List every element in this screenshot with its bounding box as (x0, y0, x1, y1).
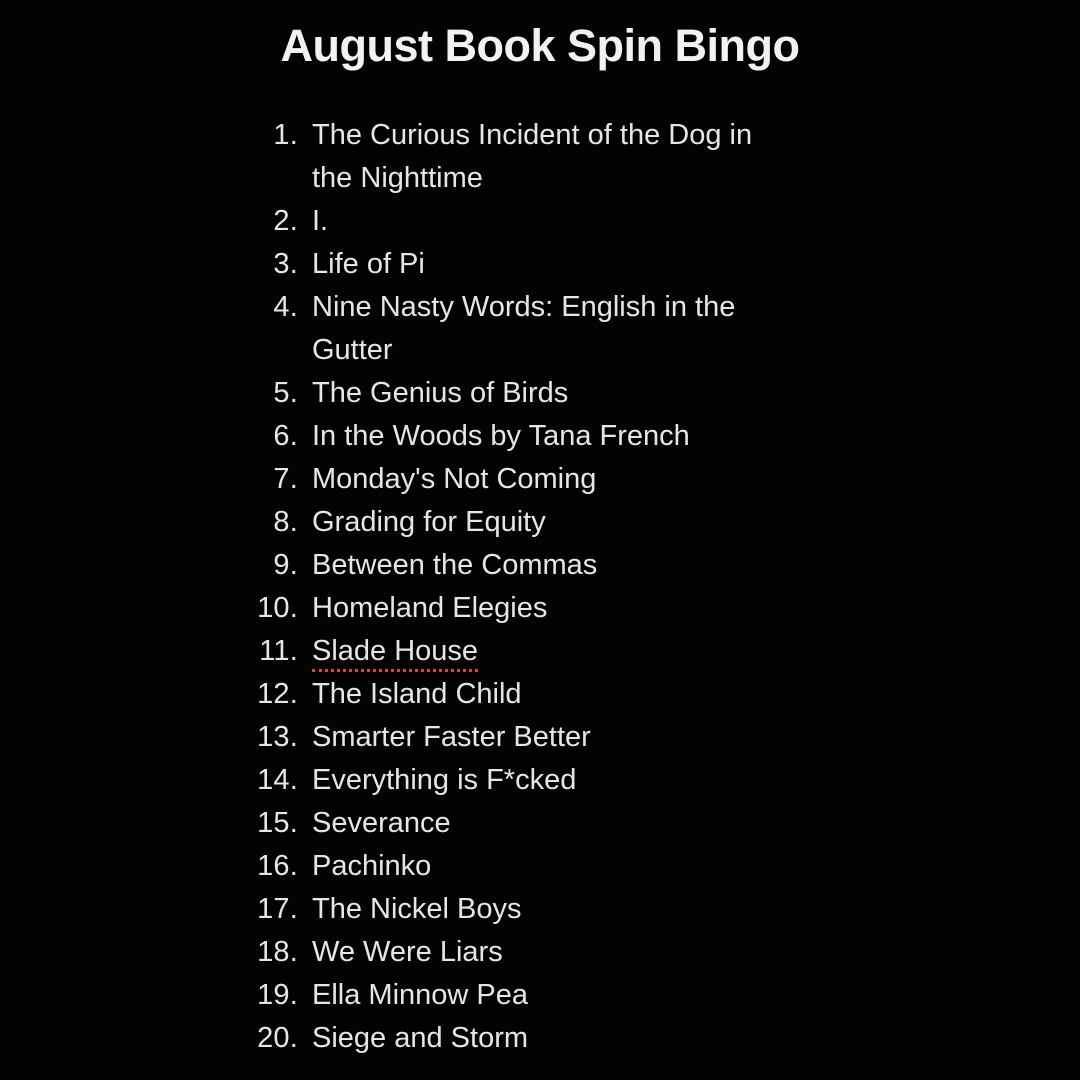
list-item-number: 5. (273, 377, 298, 409)
list-item (250, 114, 1020, 200)
list-item-title: Monday's Not Coming (312, 463, 597, 495)
list-item-title: Homeland Elegies (312, 592, 548, 624)
list-item (250, 1017, 1020, 1060)
list-item (250, 630, 1020, 673)
list-item-title: The Island Child (312, 678, 522, 710)
list-item (250, 544, 1020, 587)
list-item-title: Life of Pi (312, 248, 425, 280)
numbered-book-list (250, 114, 1020, 1060)
list-item-title: Everything is F*cked (312, 764, 577, 796)
spellcheck-underline: Slade House (312, 635, 478, 672)
list-item-number: 7. (273, 463, 298, 495)
list-item-title: Pachinko (312, 850, 432, 882)
list-item-title: Between the Commas (312, 549, 598, 581)
list-item-title: I. (312, 205, 329, 237)
list-item (250, 458, 1020, 501)
list-item-title: The Genius of Birds (312, 377, 569, 409)
book-list-container (0, 114, 1080, 1060)
list-item (250, 716, 1020, 759)
list-item-title: In the Woods by Tana French (312, 420, 690, 452)
list-item-number: 20. (257, 1022, 298, 1054)
list-item-number: 8. (273, 506, 298, 538)
list-item (250, 415, 1020, 458)
list-item (250, 243, 1020, 286)
list-item-title: Smarter Faster Better (312, 721, 591, 753)
list-item-number: 18. (257, 936, 298, 968)
list-item (250, 802, 1020, 845)
list-item-title (312, 630, 782, 673)
list-item (250, 974, 1020, 1017)
list-item (250, 587, 1020, 630)
list-item (250, 888, 1020, 931)
list-item-title: Siege and Storm (312, 1022, 529, 1054)
list-item (250, 501, 1020, 544)
list-item-number: 13. (257, 721, 298, 753)
list-item-number: 12. (257, 678, 298, 710)
list-item-number: 14. (257, 764, 298, 796)
list-item-title: We Were Liars (312, 936, 503, 968)
list-item (250, 845, 1020, 888)
list-item-number: 16. (257, 850, 298, 882)
list-item-number: 3. (273, 248, 298, 280)
list-item (250, 372, 1020, 415)
page-title: August Book Spin Bingo (280, 20, 800, 71)
list-item-number: 19. (257, 979, 298, 1011)
list-item-title: The Curious Incident of the Dog in the Nighttime (312, 119, 753, 194)
list-item-title: Severance (312, 807, 451, 839)
list-item-title: Grading for Equity (312, 506, 546, 538)
list-item-title: Nine Nasty Words: English in the Gutter (312, 291, 736, 366)
list-item (250, 759, 1020, 802)
list-item (250, 673, 1020, 716)
list-item-number: 6. (273, 420, 298, 452)
list-item-number: 15. (257, 807, 298, 839)
list-item-title: Ella Minnow Pea (312, 979, 528, 1011)
list-item-number: 1. (273, 119, 298, 151)
list-item-number: 9. (273, 549, 298, 581)
list-item-number: 2. (273, 205, 298, 237)
list-item (250, 286, 1020, 372)
list-item-number: 4. (273, 291, 298, 323)
list-item-number: 10. (257, 592, 298, 624)
list-item-number: 17. (257, 893, 298, 925)
list-item (250, 931, 1020, 974)
list-item-number: 11. (259, 635, 298, 667)
list-item (250, 200, 1020, 243)
list-item-title: The Nickel Boys (312, 893, 522, 925)
